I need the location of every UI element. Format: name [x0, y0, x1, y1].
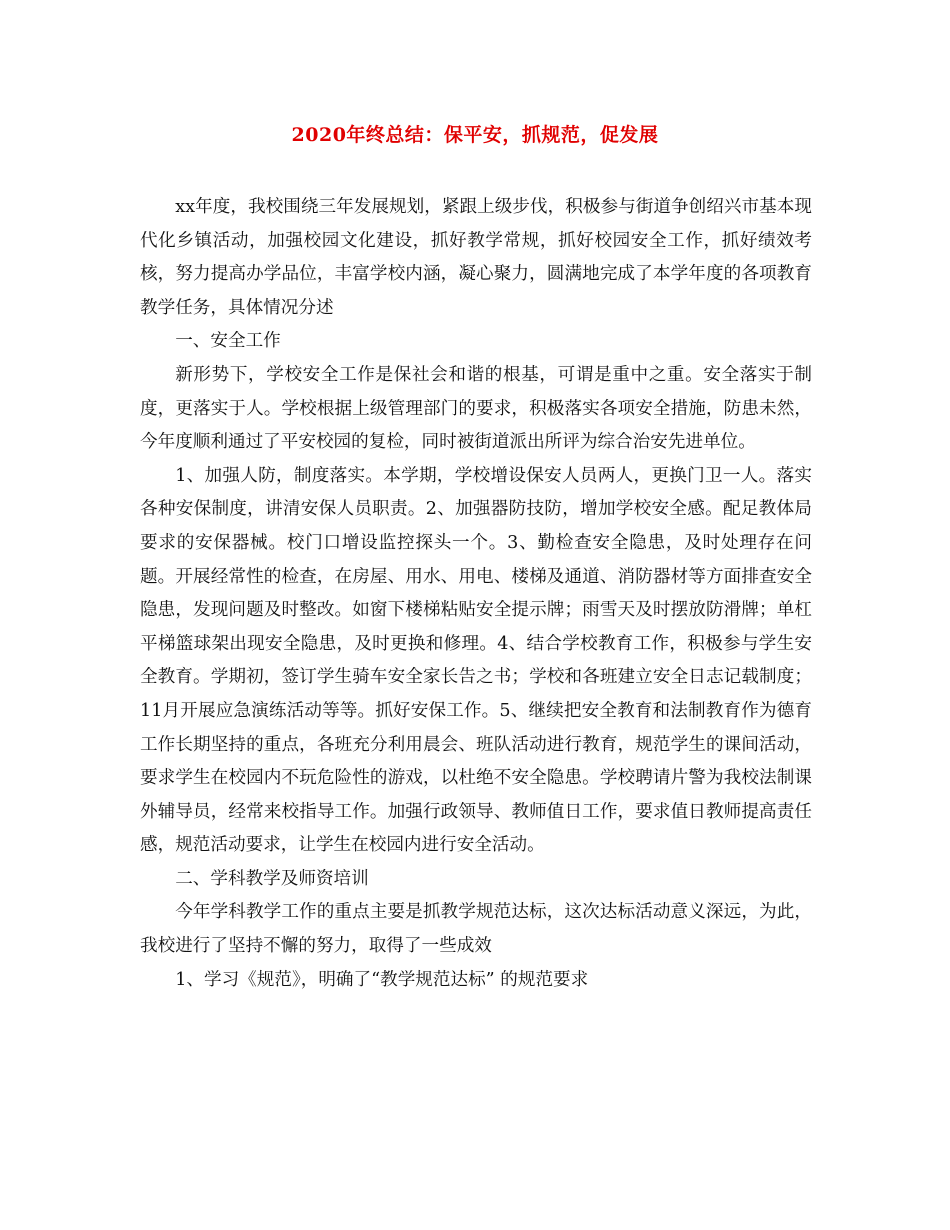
- safety-measures-paragraph: 1、加强人防，制度落实。本学期，学校增设保安人员两人，更换门卫一人。落实各种安保制度，讲清安保人员职责。2、加强器防技防，增加学校安全感。配足教体局要求的安保器械。校门口增设监控探头一个。3、勤检查安全隐患，及时处理存在问题。开展经常性的检查，在房屋、用水、用电、楼梯及通道、消防器材等方面排查安全隐患，发现问题及时整改。如窗下楼梯粘贴安全提示牌；雨雪天及时摆放防滑牌；单杠平梯篮球架出现安全隐患，及时更换和修理。4、结合学校教育工作，积极参与学生安全教育。学期初，签订学生骑车安全家长告之书；学校和各班建立安全日志记载制度；11月开展应急演练活动等等。抓好安保工作。5、继续把安全教育和法制教育作为德育工作长期坚持的重点，各班充分利用晨会、班队活动进行教育，规范学生的课间活动，要求学生在校园内不玩危险性的游戏，以杜绝不安全隐患。学校聘请片警为我校法制课外辅导员，经常来校指导工作。加强行政领导、教师值日工作，要求值日教师提高责任感，规范活动要求，让学生在校园内进行安全活动。: [140, 465, 812, 856]
- safety-overview-paragraph: 新形势下，学校安全工作是保社会和谐的根基，可谓是重中之重。安全落实于制度，更落实于人。学校根据上级管理部门的要求，积极落实各项安全措施，防患未然，今年度顺利通过了平安校园的复检，同时被街道派出所评为综合治安先进单位。: [140, 364, 812, 453]
- section-heading-teaching: 二、学科教学及师资培训: [175, 868, 369, 889]
- document-body: [140, 191, 812, 997]
- teaching-item-1-paragraph: 1、学习《规范》，明确了“教学规范达标” 的规范要求: [175, 969, 589, 990]
- teaching-overview-paragraph: 今年学科教学工作的重点主要是抓教学规范达标，这次达标活动意义深远，为此，我校进行了坚持不懈的努力，取得了一些成效: [140, 902, 812, 957]
- section-heading-safety: 一、安全工作: [175, 331, 281, 352]
- document-title: 2020年终总结：保平安，抓规范，促发展: [291, 124, 659, 146]
- intro-paragraph: xx年度，我校围绕三年发展规划，紧跟上级步伐，积极参与街道争创绍兴市基本现代化乡镇活动，加强校园文化建设，抓好教学常规，抓好校园安全工作，抓好绩效考核，努力提高办学品位，丰富学校内涵，凝心聚力，圆满地完成了本学年度的各项教育教学任务，具体情况分述: [140, 197, 812, 318]
